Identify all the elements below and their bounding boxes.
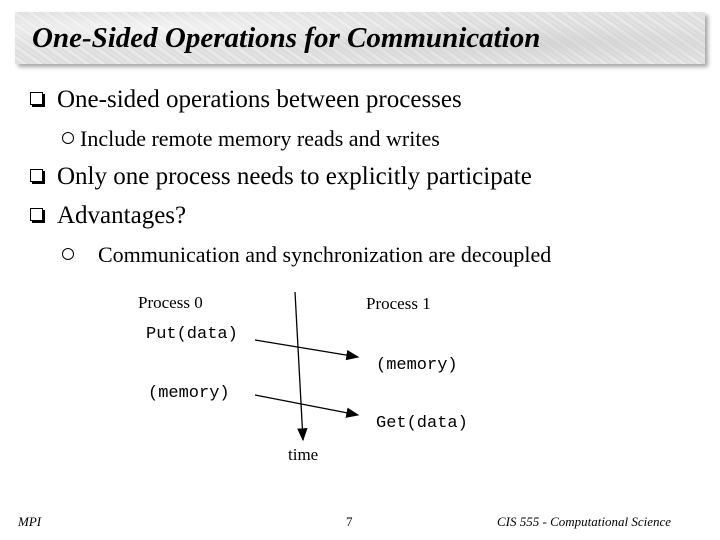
time-label: time <box>288 445 319 464</box>
put-label: Put(data) <box>146 325 238 344</box>
sub-bullet-2-text: Communication and synchronization are decoupled <box>98 242 552 267</box>
time-axis-arrow <box>295 292 303 440</box>
get-arrow <box>255 395 358 415</box>
page-number: 7 <box>346 514 353 529</box>
bullet-1-text: One-sided operations between processes <box>57 86 462 113</box>
memory-left-label: (memory) <box>148 384 230 403</box>
bullet-2-text: Only one process needs to explicitly participate <box>57 163 532 190</box>
process-0-label: Process 0 <box>138 293 203 312</box>
slide-title: One-Sided Operations for Communication <box>32 22 541 54</box>
process-1-label: Process 1 <box>366 294 431 313</box>
sub-bullet-1-text: Include remote memory reads and writes <box>80 126 440 151</box>
put-arrow <box>255 340 358 357</box>
bullet-3-text: Advantages? <box>57 202 187 229</box>
footer-left: MPI <box>18 514 42 529</box>
get-label: Get(data) <box>376 414 468 433</box>
footer-right: CIS 555 - Computational Science <box>497 514 672 529</box>
memory-right-label: (memory) <box>376 356 458 375</box>
